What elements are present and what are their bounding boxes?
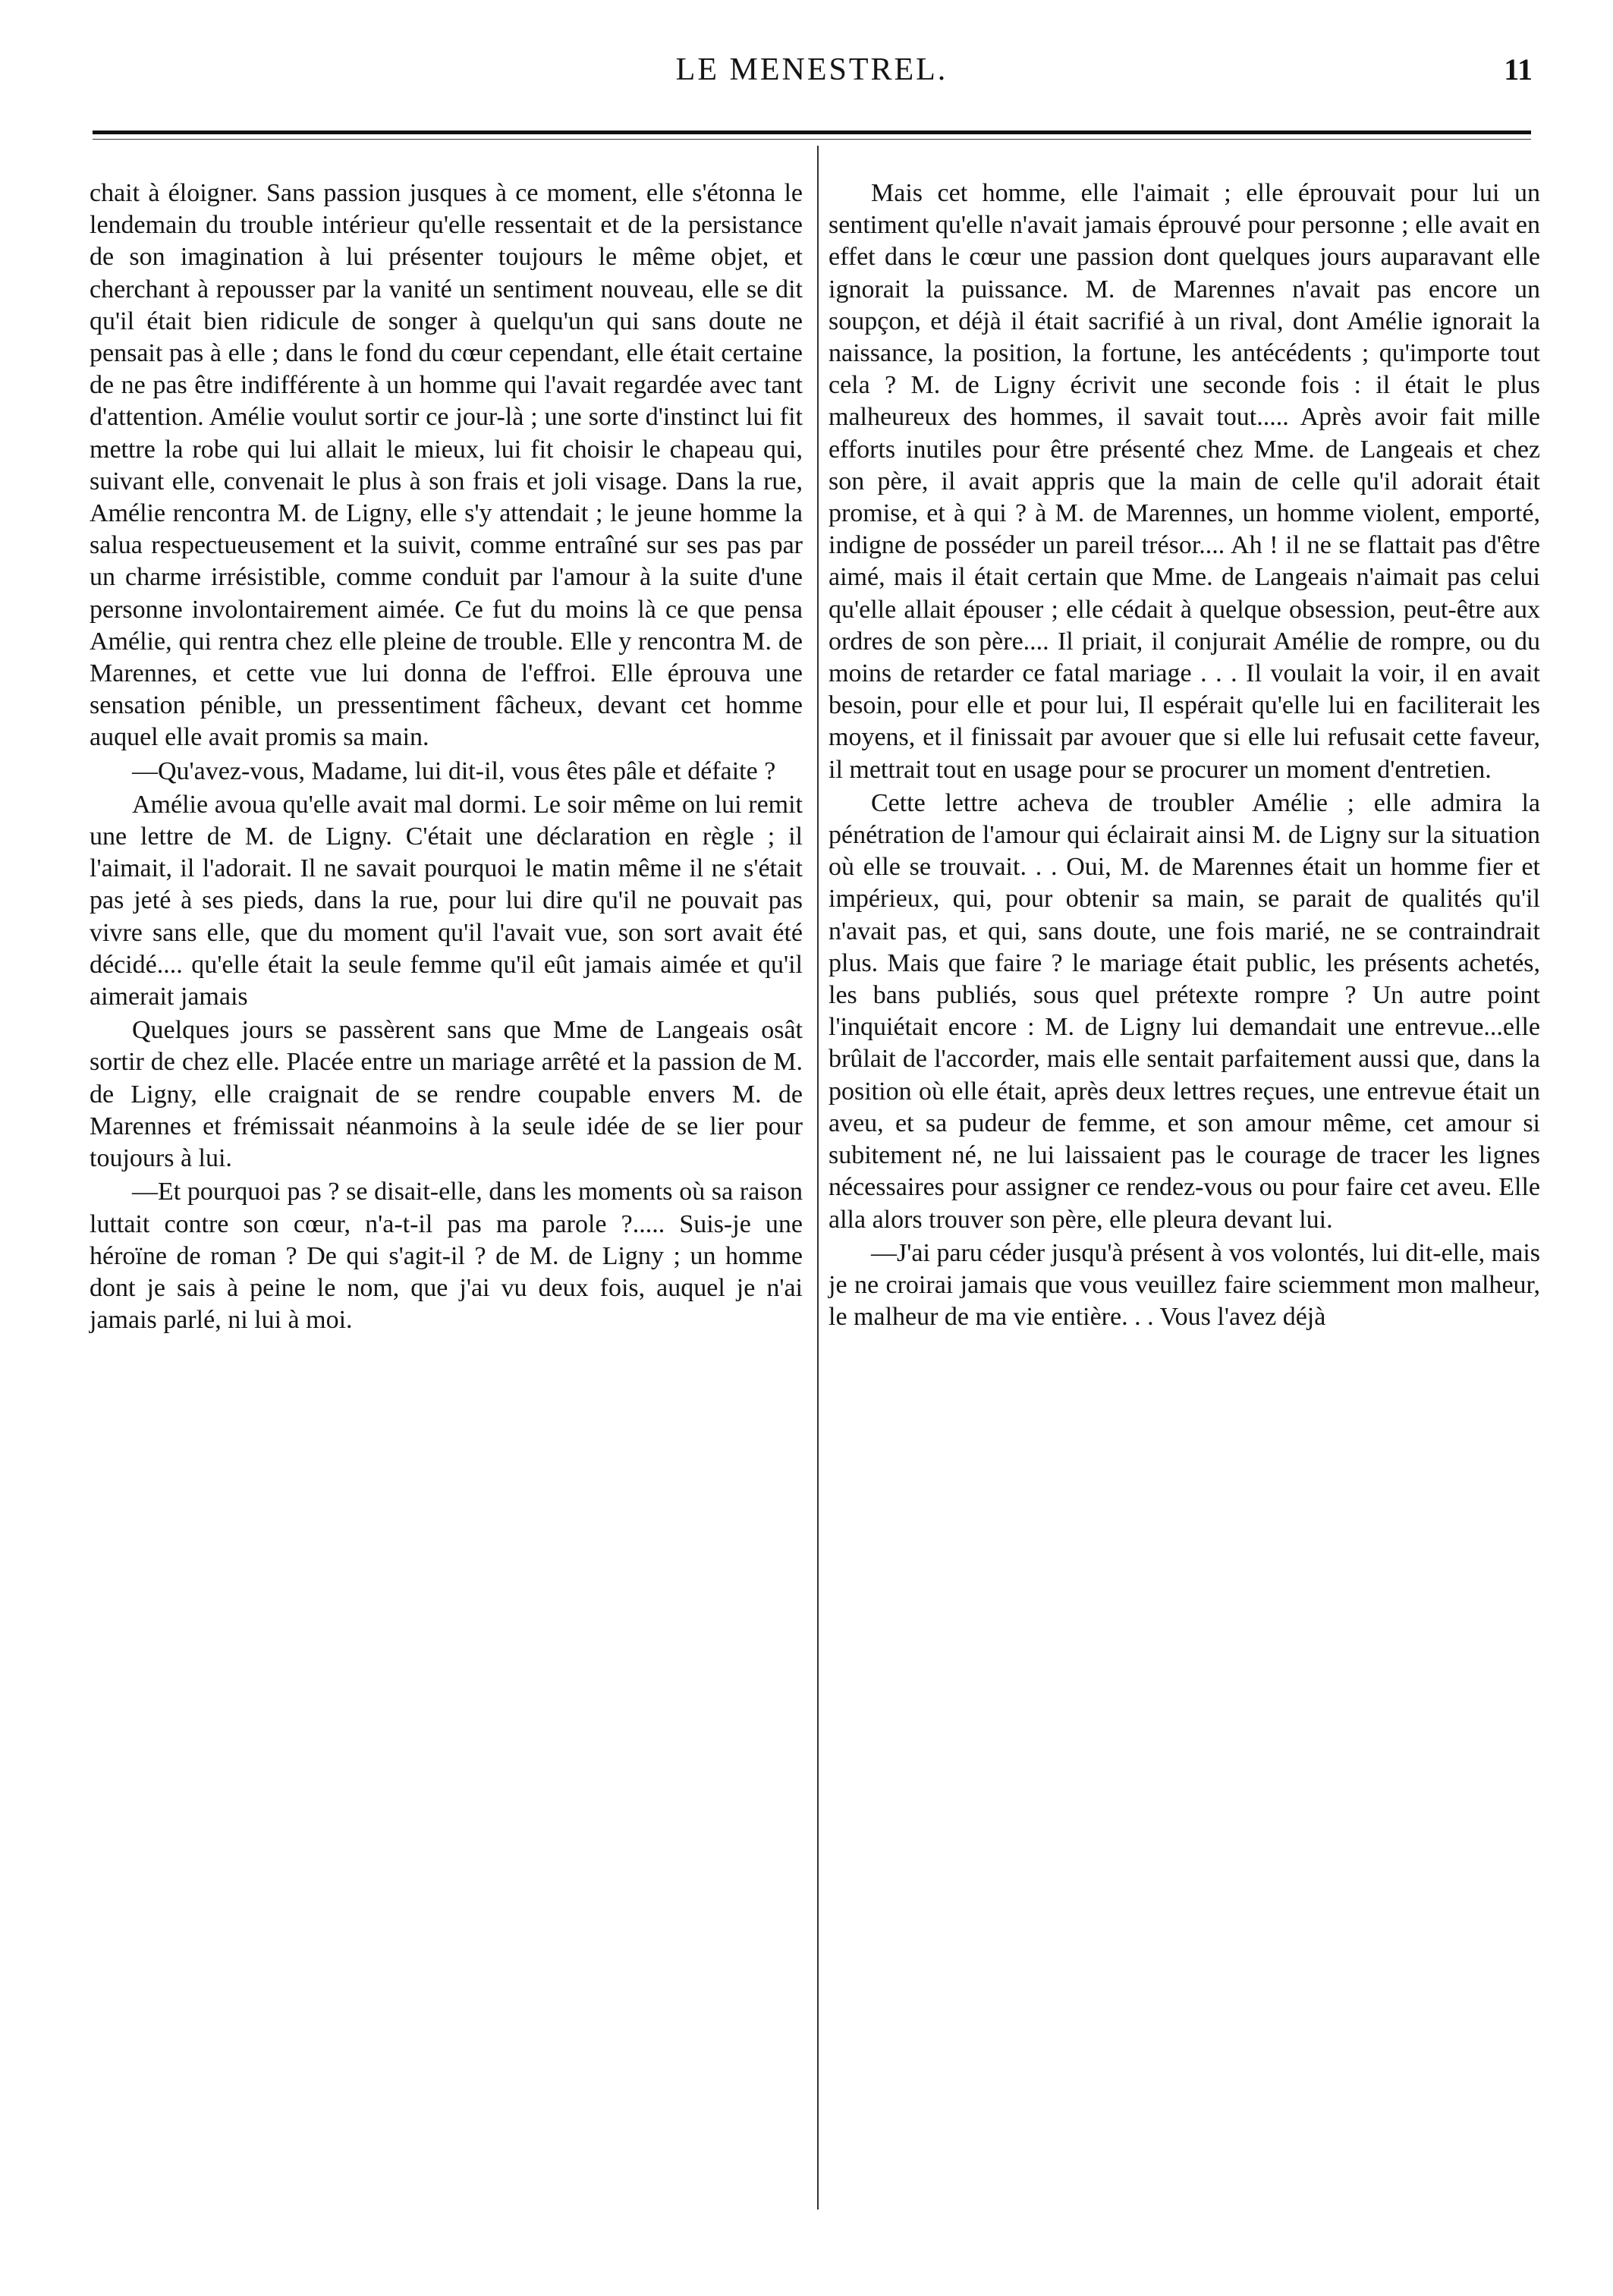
journal-title: LE MENESTREL. [675, 52, 948, 87]
right-column [829, 178, 1540, 1333]
running-head [91, 47, 1533, 93]
paragraph: chait à éloigner. Sans passion jusques à ce moment, elle s'étonna le lendemain du trouble intérieur qu'elle ressentait et de la persistance de son imagination à lui présenter toujours le même objet, et cherchant à repousser par la vanité un sentiment nouveau, elle se dit qu'il était bien ridicule de songer à quelqu'un qui sans doute ne pensait pas à elle ; dans le fond du cœur cependant, elle était certaine de ne pas être indifférente à un homme qui l'avait regardée avec tant d'attention. Amélie voulut sortir ce jour-là ; une sorte d'instinct lui fit mettre la robe qui lui allait le mieux, lui fit choisir le chapeau qui, suivant elle, convenait le plus à son frais et joli visage. Dans la rue, Amélie rencontra M. de Ligny, elle s'y attendait ; le jeune homme la salua respectueusement et la suivit, comme entraîné sur ses pas par un charme irrésistible, comme conduit par l'amour à la suite d'une personne involontairement aimée. Ce fut du moins là ce que pensa Amélie, qui rentra chez elle pleine de trouble. Elle y rencontra M. de Marennes, et cette vue lui donna de l'effroi. Elle éprouva une sensation pénible, un pressentiment fâcheux, devant cet homme auquel elle avait promis sa main. [90, 179, 803, 752]
paragraph: —J'ai paru céder jusqu'à présent à vos volontés, lui dit-elle, mais je ne croirai jamais que vous veuillez faire sciemment mon malheur, le malheur de ma vie entière. . . Vous l'avez déjà [829, 1238, 1540, 1332]
paragraph: —Et pourquoi pas ? se disait-elle, dans les moments où sa raison luttait contre son cœur, n'a-t-il pas ma parole ?..... Suis-je une héroïne de roman ? De qui s'agit-il ? de M. de Ligny ; un homme dont je sais à peine le nom, que j'ai vu deux fois, auquel je n'ai jamais parlé, ni lui à moi. [90, 1178, 803, 1335]
column-divider [817, 146, 819, 2210]
paragraph: Amélie avoua qu'elle avait mal dormi. Le soir même on lui remit une lettre de M. de Ligny. C'était une déclaration en règle ; il l'aimait, il l'adorait. Il ne savait pourquoi le matin même il ne s'était pas jeté à ses pieds, dans la rue, pour lui dire qu'il ne pouvait pas vivre sans elle, que du moment qu'il l'avait vue, son sort avait été décidé.... qu'elle était la seule femme qu'il eût jamais aimée et qu'il aimerait jamais [90, 790, 803, 1011]
header-rule [93, 131, 1531, 134]
paragraph: Quelques jours se passèrent sans que Mme de Langeais osât sortir de chez elle. Placée entre un mariage arrêté et la passion de M. de Ligny, elle craignait de se rendre coupable envers M. de Marennes et frémissait néanmoins à la seule idée de se lier pour toujours à lui. [90, 1016, 803, 1173]
paragraph: Cette lettre acheva de troubler Amélie ; elle admira la pénétration de l'amour qui éclairait ainsi M. de Ligny sur la situation où elle se trouvait. . . Oui, M. de Marennes était un homme fier et impérieux, qui, pour obtenir sa main, se parait de qualités qu'il n'avait pas, et qui, sans doute, une fois marié, ne se contraindrait plus. Mais que faire ? le mariage était public, les présents achetés, les bans publiés, sous quel prétexte rompre ? Un autre point l'inquiétait encore : M. de Ligny lui demandait une entrevue...elle brûlait de l'accorder, mais elle sentait parfaitement aussi que, dans la position où elle était, après deux lettres reçues, une entrevue était un aveu, et sa pudeur de femme, et son amour même, cet amour si subitement né, ne lui laissaient pas le courage de tracer les lignes nécessaires pour assigner ce rendez-vous ou pour faire cet aveu. Elle alla alors trouver son père, elle pleura devant lui. [829, 788, 1540, 1234]
header-rule-thin [93, 139, 1531, 140]
left-column [90, 178, 803, 1336]
page-number: 11 [1504, 52, 1533, 86]
paragraph: Mais cet homme, elle l'aimait ; elle éprouvait pour lui un sentiment qu'elle n'avait jamais éprouvé pour personne ; elle avait en effet dans le cœur une passion dont quelques jours auparavant elle ignorait la puissance. M. de Marennes n'avait pas encore un soupçon, et déjà il était sacrifié à un rival, dont Amélie ignorait la naissance, la position, la fortune, les antécédents ; qu'importe tout cela ? M. de Ligny écrivit une seconde fois : il était le plus malheureux des hommes, il savait tout..... Après avoir fait mille efforts inutiles pour être présenté chez Mme. de Langeais et chez son père, il avait appris que la main de celle qu'il adorait était promise, et à qui ? à M. de Marennes, un homme violent, emporté, indigne de posséder un pareil trésor.... Ah ! il ne se flattait pas d'être aimé, mais il était certain que Mme. de Langeais n'aimait pas celui qu'elle allait épouser ; elle cédait à quelque obsession, peut-être aux ordres de son père.... Il priait, il conjurait Amélie de rompre, ou du moins de retarder ce fatal mariage . . . Il voulait la voir, il en avait besoin, pour elle et pour lui, Il espérait qu'elle lui en faciliterait les moyens, et il finissait par avouer que si elle lui refusait cette faveur, il mettrait tout en usage pour se procurer un moment d'entretien. [829, 179, 1540, 784]
paragraph: —Qu'avez-vous, Madame, lui dit-il, vous êtes pâle et défaite ? [132, 756, 776, 785]
